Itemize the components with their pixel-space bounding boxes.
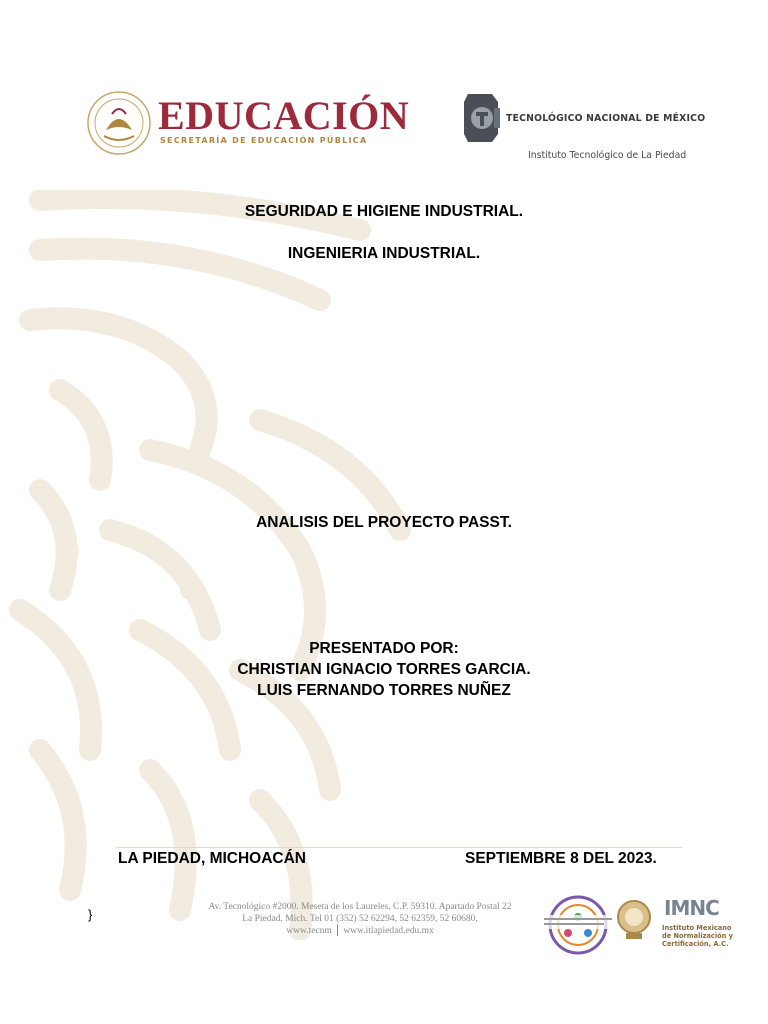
course-title: SEGURIDAD E HIGIENE INDUSTRIAL. — [244, 203, 524, 220]
author-name: LUIS FERNANDO TORRES NUÑEZ — [257, 682, 511, 699]
footer-divider — [116, 847, 682, 848]
sep-logo-subtitle: SECRETARÍA DE EDUCACIÓN PÚBLICA — [160, 136, 368, 145]
mexico-seal-icon — [86, 90, 152, 156]
address-line: Av. Tecnológico #2000. Meseta de los Laureles, C.P. 59310. Apartado Postal 22 — [208, 902, 512, 912]
tecnm-logo-name: TECNOLÓGICO NACIONAL DE MÉXICO — [506, 113, 706, 124]
sep-logo — [86, 90, 410, 160]
website-link[interactable]: www.itlapiedad.edu.mx — [343, 926, 434, 936]
presented-by-label: PRESENTADO POR: — [309, 640, 459, 657]
stray-brace: } — [88, 907, 93, 922]
sep-logo-word: EDUCACIÓN — [158, 93, 410, 138]
website-link[interactable]: www.tecnm — [286, 926, 332, 936]
project-topic: ANALISIS DEL PROYECTO PASST. — [256, 514, 512, 531]
imnc-name: Instituto Mexicano de Normalización y Certificación, A.C. — [662, 924, 733, 948]
address-line: La Piedad, Mich. Tel 01 (352) 52 62294, 52 62359, 52 60680, — [242, 914, 478, 924]
imnc-mark: IMNC — [664, 896, 719, 920]
institution-address — [180, 901, 540, 937]
date-label: SEPTIEMBRE 8 DEL 2023. — [465, 850, 657, 867]
place-label: LA PIEDAD, MICHOACÁN — [118, 850, 307, 867]
separator: │ — [334, 926, 341, 936]
tecnm-logo — [462, 90, 706, 170]
eagle-watermark — [0, 190, 420, 940]
career-title: INGENIERIA INDUSTRIAL. — [287, 245, 481, 262]
author-name: CHRISTIAN IGNACIO TORRES GARCIA. — [237, 661, 531, 678]
certification-seals-icon — [538, 893, 654, 957]
tecnm-gear-icon — [462, 90, 502, 144]
tecnm-institute-name: Instituto Tecnológico de La Piedad — [528, 150, 687, 161]
imnc-logo — [660, 896, 740, 956]
